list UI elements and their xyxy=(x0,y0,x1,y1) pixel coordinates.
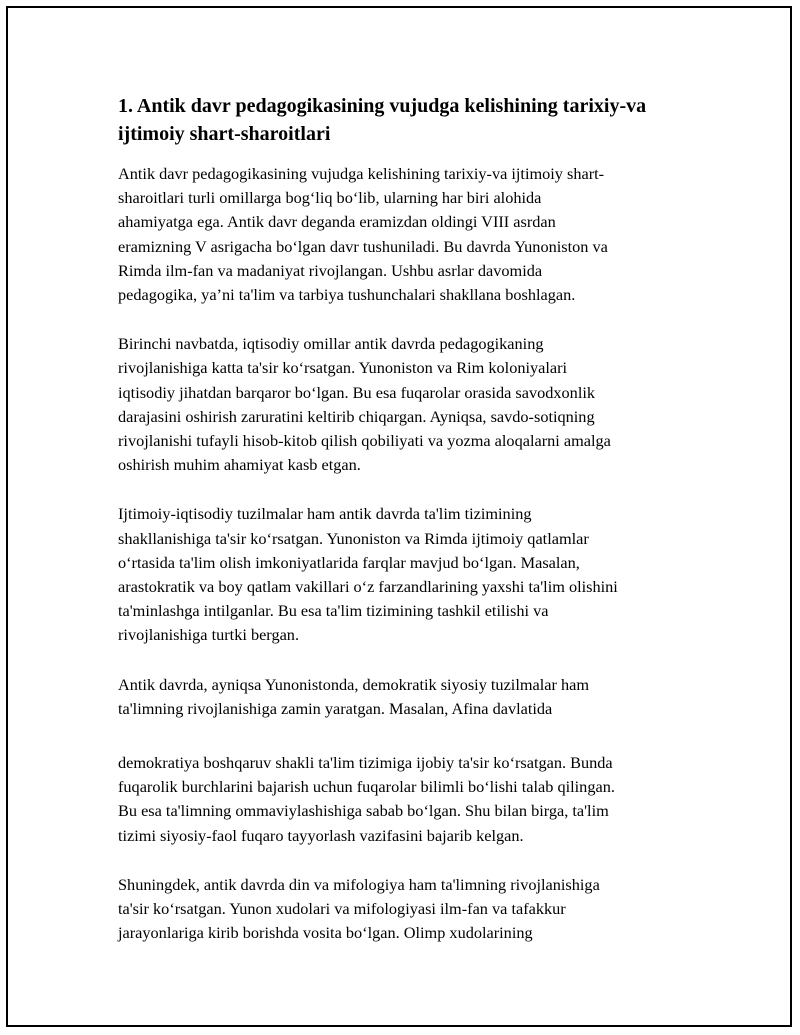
text-line: oshirish muhim ahamiyat kasb etgan. xyxy=(118,455,361,475)
paragraph xyxy=(118,162,698,307)
heading-line: ijtimoiy shart-sharoitlari xyxy=(118,123,331,145)
text-line: Ijtimoiy-iqtisodiy tuzilmalar ham antik davrda ta'lim tizimining xyxy=(118,504,532,524)
text-line: tizimi siyosiy-faol fuqaro tayyorlash vazifasini bajarib kelgan. xyxy=(118,825,524,845)
text-line: Birinchi navbatda, iqtisodiy omillar antik davrda pedagogikaning xyxy=(118,334,544,354)
document-body xyxy=(118,92,698,970)
text-line: jarayonlariga kirib borishda vosita bo‘lgan. Olimp xudolarining xyxy=(118,923,533,943)
text-line: Bu esa ta'limning ommaviylashishiga sabab bo‘lgan. Shu bilan birga, ta'lim xyxy=(118,801,609,821)
text-line: Shuningdek, antik davrda din va mifologiya ham ta'limning rivojlanishiga xyxy=(118,874,600,894)
text-line: ta'minlashga intilganlar. Bu esa ta'lim tizimining tashkil etilishi va xyxy=(118,601,549,621)
paragraph xyxy=(118,673,698,721)
text-line: eramizning V asrigacha bo‘lgan davr tushuniladi. Bu davrda Yunoniston va xyxy=(118,236,608,256)
heading-line: 1. Antik davr pedagogikasining vujudga kelishining tarixiy-va xyxy=(118,95,647,117)
text-line: ta'sir ko‘rsatgan. Yunon xudolari va mifologiyasi ilm-fan va tafakkur xyxy=(118,899,566,919)
text-line: rivojlanishi tufayli hisob-kitob qilish qobiliyati va yozma aloqalarni amalga xyxy=(118,431,611,451)
text-line: fuqarolik burchlarini bajarish uchun fuqarolar bilimli bo‘lishi talab qilingan. xyxy=(118,777,615,797)
text-line: Antik davrda, ayniqsa Yunonistonda, demokratik siyosiy tuzilmalar ham xyxy=(118,674,590,694)
text-line: ta'limning rivojlanishiga zamin yaratgan. Masalan, Afina davlatida xyxy=(118,698,553,718)
paragraph xyxy=(118,873,698,946)
section-heading xyxy=(118,92,698,148)
text-line: Rimda ilm-fan va madaniyat rivojlangan. Ushbu asrlar davomida xyxy=(118,260,543,280)
text-line: shakllanishiga ta'sir ko‘rsatgan. Yunoniston va Rimda ijtimoiy qatlamlar xyxy=(118,528,589,548)
paragraph xyxy=(118,751,698,848)
text-line: pedagogika, ya’ni ta'lim va tarbiya tushunchalari shakllana boshlagan. xyxy=(118,285,576,305)
text-line: demokratiya boshqaruv shakli ta'lim tizimiga ijobiy ta'sir ko‘rsatgan. Bunda xyxy=(118,753,613,773)
paragraph xyxy=(118,502,698,647)
text-line: sharoitlari turli omillarga bog‘liq bo‘lib, ularning har biri alohida xyxy=(118,188,542,208)
text-line: o‘rtasida ta'lim olish imkoniyatlarida farqlar mavjud bo‘lgan. Masalan, xyxy=(118,552,580,572)
text-line: rivojlanishiga katta ta'sir ko‘rsatgan. Yunoniston va Rim koloniyalari xyxy=(118,358,568,378)
text-line: ahamiyatga ega. Antik davr deganda eramizdan oldingi VIII asrdan xyxy=(118,212,556,232)
text-line: arastokratik va boy qatlam vakillari o‘z farzandlarining yaxshi ta'lim olishini xyxy=(118,577,618,597)
text-line: Antik davr pedagogikasining vujudga kelishining tarixiy-va ijtimoiy shart- xyxy=(118,164,605,183)
paragraph xyxy=(118,332,698,477)
text-line: iqtisodiy jihatdan barqaror bo‘lgan. Bu esa fuqarolar orasida savodxonlik xyxy=(118,382,596,402)
text-line: darajasini oshirish zaruratini keltirib chiqargan. Ayniqsa, savdo-sotiqning xyxy=(118,406,595,426)
text-line: rivojlanishiga turtki bergan. xyxy=(118,625,300,645)
